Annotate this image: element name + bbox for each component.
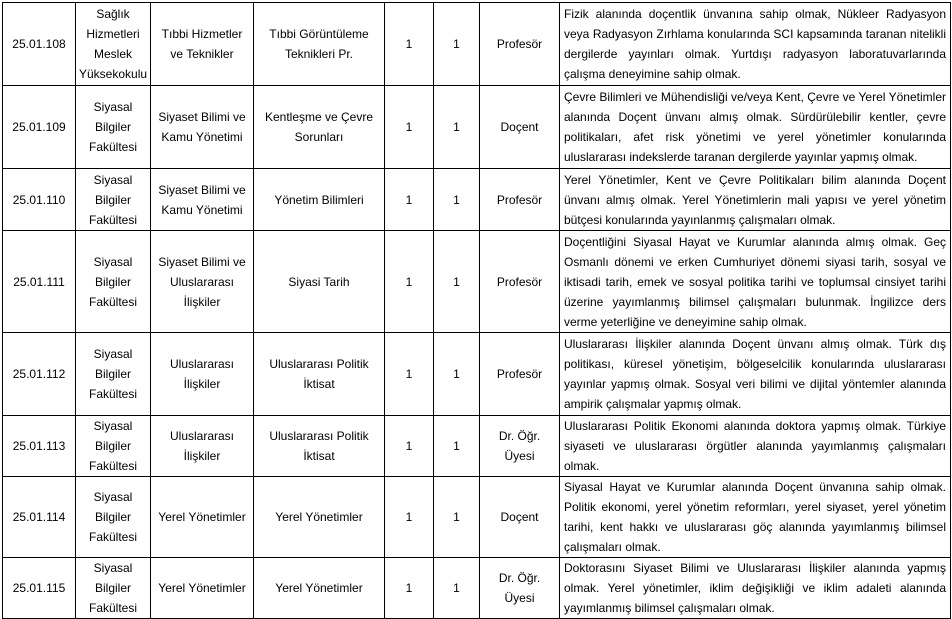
table-row	[3, 169, 951, 231]
count-a: 1	[385, 558, 434, 619]
count-a: 1	[385, 169, 434, 231]
requirements-description: Çevre Bilimleri ve Mühendisliği ve/veya Kent, Çevre ve Yerel Yönetimler alanında Doçent ünvanı almış olmak. Sürdürülebilir kentler, çevre politikaları, afet risk yönetimi ve yerel yönetimler konularında uluslararası indekslerde taranan dergilerde yayınlar yapmış olmak.	[560, 86, 951, 169]
position-code: 25.01.115	[3, 558, 76, 619]
program-name: Uluslararası Politik İktisat	[254, 333, 385, 416]
count-a: 1	[385, 86, 434, 169]
department-name: Siyaset Bilimi ve Uluslararası İlişkiler	[151, 231, 254, 333]
table-row	[3, 333, 951, 416]
program-name: Tıbbi Görüntüleme Teknikleri Pr.	[254, 3, 385, 86]
count-b: 1	[434, 333, 480, 416]
academic-title: Dr. Öğr. Üyesi	[480, 558, 560, 619]
department-name: Yerel Yönetimler	[151, 477, 254, 558]
department-name: Uluslararası İlişkiler	[151, 333, 254, 416]
count-b: 1	[434, 416, 480, 477]
unit-name: Sağlık Hizmetleri Meslek Yüksekokulu	[76, 3, 151, 86]
requirements-description: Uluslararası İlişkiler alanında Doçent ünvanı almış olmak. Türk dış politikası, küresel yönetişim, bölgeselcilik konularında uluslararası yayınlar yapmış olmak. Sosyal veri bilimi ve dijital yöntemler alanında ampirik çalışmalar yapmış olmak.	[560, 333, 951, 416]
department-name: Uluslararası İlişkiler	[151, 416, 254, 477]
requirements-description: Doçentliğini Siyasal Hayat ve Kurumlar alanında almış olmak. Geç Osmanlı dönemi ve erken Cumhuriyet dönemi siyasi tarih, sosyal ve iktisadi tarih, emek ve sosyal politika tarihi ve toplumsal cinsiyet tarihi üzerine yayımlanmış bilimsel çalışmaları bulunmak. İngilizce ders verme yeterliğine ve deneyimine sahip olmak.	[560, 231, 951, 333]
requirements-description: Uluslararası Politik Ekonomi alanında doktora yapmış olmak. Türkiye siyaseti ve uluslararası örgütler alanında yayımlanmış çalışmaları olmak.	[560, 416, 951, 477]
position-code: 25.01.114	[3, 477, 76, 558]
table-row	[3, 477, 951, 558]
count-a: 1	[385, 477, 434, 558]
count-a: 1	[385, 333, 434, 416]
unit-name: Siyasal Bilgiler Fakültesi	[76, 558, 151, 619]
program-name: Yerel Yönetimler	[254, 558, 385, 619]
unit-name: Siyasal Bilgiler Fakültesi	[76, 169, 151, 231]
count-b: 1	[434, 477, 480, 558]
count-b: 1	[434, 558, 480, 619]
position-code: 25.01.112	[3, 333, 76, 416]
academic-title: Profesör	[480, 333, 560, 416]
table-row	[3, 558, 951, 619]
requirements-description: Fizik alanında doçentlik ünvanına sahip olmak, Nükleer Radyasyon veya Radyasyon Zırhlama konularında SCI kapsamında taranan nitelikli dergilerde yayınları olmak. Yurtdışı radyasyon laboratuvarlarında çalışma deneyimine sahip olmak.	[560, 3, 951, 86]
count-a: 1	[385, 231, 434, 333]
position-code: 25.01.109	[3, 86, 76, 169]
position-code: 25.01.110	[3, 169, 76, 231]
department-name: Siyaset Bilimi ve Kamu Yönetimi	[151, 86, 254, 169]
unit-name: Siyasal Bilgiler Fakültesi	[76, 477, 151, 558]
academic-title: Doçent	[480, 477, 560, 558]
count-b: 1	[434, 3, 480, 86]
count-b: 1	[434, 86, 480, 169]
academic-title: Profesör	[480, 169, 560, 231]
academic-title: Profesör	[480, 3, 560, 86]
count-b: 1	[434, 169, 480, 231]
department-name: Tıbbi Hizmetler ve Teknikler	[151, 3, 254, 86]
requirements-description: Yerel Yönetimler, Kent ve Çevre Politikaları bilim alanında Doçent ünvanı almış olmak. Yerel Yönetimlerin mali yapısı ve yerel yönetim bütçesi konularında yayınlanmış çalışmaları olmak.	[560, 169, 951, 231]
requirements-description: Siyasal Hayat ve Kurumlar alanında Doçent ünvanına sahip olmak. Politik ekonomi, yerel yönetim reformları, yerel siyaset, yerel yönetim tarihi, kent hakkı ve uluslararası göç alanında yayımlanmış bilimsel çalışmaları olmak.	[560, 477, 951, 558]
program-name: Yönetim Bilimleri	[254, 169, 385, 231]
program-name: Yerel Yönetimler	[254, 477, 385, 558]
program-name: Siyasi Tarih	[254, 231, 385, 333]
unit-name: Siyasal Bilgiler Fakültesi	[76, 86, 151, 169]
table-row	[3, 231, 951, 333]
unit-name: Siyasal Bilgiler Fakültesi	[76, 416, 151, 477]
program-name: Uluslararası Politik İktisat	[254, 416, 385, 477]
department-name: Siyaset Bilimi ve Kamu Yönetimi	[151, 169, 254, 231]
position-code: 25.01.108	[3, 3, 76, 86]
unit-name: Siyasal Bilgiler Fakültesi	[76, 333, 151, 416]
table-row	[3, 416, 951, 477]
requirements-description: Doktorasını Siyaset Bilimi ve Uluslararası İlişkiler alanında yapmış olmak. Yerel yönetimler, iklim değişikliği ve iklim adaleti alanında yayımlanmış bilimsel çalışmaları olmak.	[560, 558, 951, 619]
count-a: 1	[385, 416, 434, 477]
count-b: 1	[434, 231, 480, 333]
position-code: 25.01.113	[3, 416, 76, 477]
unit-name: Siyasal Bilgiler Fakültesi	[76, 231, 151, 333]
position-code: 25.01.111	[3, 231, 76, 333]
table-row	[3, 3, 951, 86]
table-row	[3, 86, 951, 169]
academic-title: Profesör	[480, 231, 560, 333]
academic-title: Doçent	[480, 86, 560, 169]
academic-title: Dr. Öğr. Üyesi	[480, 416, 560, 477]
positions-table	[2, 2, 951, 619]
program-name: Kentleşme ve Çevre Sorunları	[254, 86, 385, 169]
department-name: Yerel Yönetimler	[151, 558, 254, 619]
count-a: 1	[385, 3, 434, 86]
